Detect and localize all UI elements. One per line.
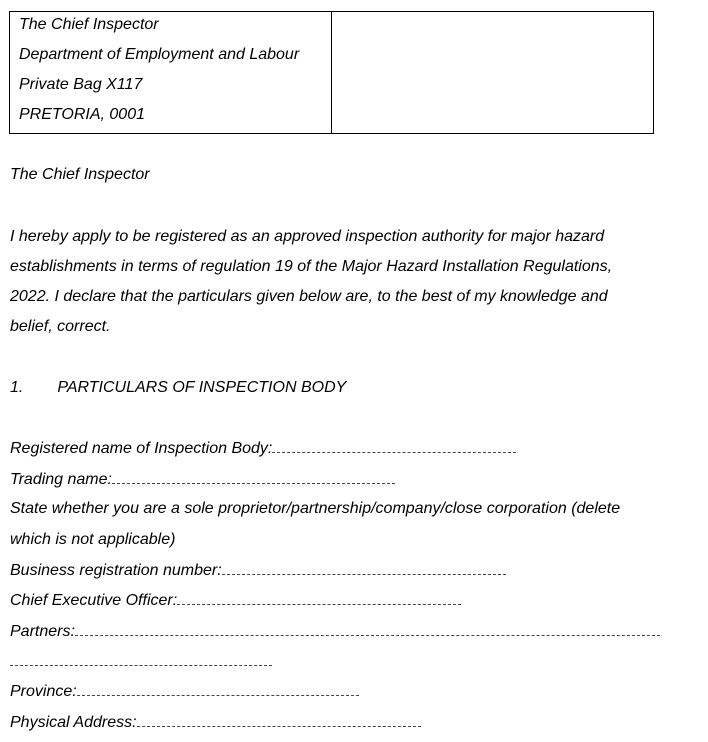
section-number: 1. — [10, 379, 24, 396]
field-label: Chief Executive Officer: — [10, 592, 178, 609]
entity-type-line: which is not applicable) — [10, 531, 176, 548]
field-ceo — [10, 590, 461, 611]
empty-cell — [332, 12, 653, 133]
field-business-reg — [10, 560, 506, 581]
salutation: The Chief Inspector — [10, 166, 150, 183]
address-cell — [10, 12, 332, 133]
ceo-input[interactable] — [177, 590, 461, 605]
field-label: Registered name of Inspection Body: — [10, 440, 273, 457]
field-province — [10, 681, 359, 702]
address-line: The Chief Inspector — [19, 16, 159, 33]
declaration-line: 2022. I declare that the particulars given below are, to the best of my knowledge and — [10, 288, 608, 305]
declaration-line: I hereby apply to be registered as an approved inspection authority for major hazard — [10, 228, 605, 245]
field-label: Partners: — [10, 623, 75, 640]
section-title: PARTICULARS OF INSPECTION BODY — [57, 379, 347, 396]
trading-name-input[interactable] — [112, 469, 395, 484]
address-table — [9, 11, 654, 134]
declaration-line: belief, correct. — [10, 318, 111, 335]
field-registered-name — [10, 438, 516, 459]
address-line: Private Bag X117 — [19, 76, 143, 93]
entity-type-line: State whether you are a sole proprietor/partnership/company/close corporation (delete — [10, 500, 621, 517]
registered-name-input[interactable] — [272, 438, 516, 453]
province-input[interactable] — [77, 681, 359, 696]
field-label: Physical Address: — [10, 714, 137, 731]
field-physical-address — [10, 712, 421, 733]
partners-input[interactable] — [75, 621, 660, 636]
field-label: Province: — [10, 683, 77, 700]
field-trading-name — [10, 469, 395, 490]
partners-input-line2[interactable] — [10, 651, 272, 666]
address-line: Department of Employment and Labour — [19, 46, 300, 63]
address-line: PRETORIA, 0001 — [19, 106, 145, 123]
field-partners — [10, 621, 660, 642]
business-reg-input[interactable] — [222, 560, 506, 575]
declaration-line: establishments in terms of regulation 19 of the Major Hazard Installation Regulations, — [10, 258, 613, 275]
section-heading — [10, 378, 346, 398]
partners-continuation — [10, 651, 272, 672]
field-label: Trading name: — [10, 471, 112, 488]
field-label: Business registration number: — [10, 562, 222, 579]
physical-address-input[interactable] — [137, 712, 421, 727]
